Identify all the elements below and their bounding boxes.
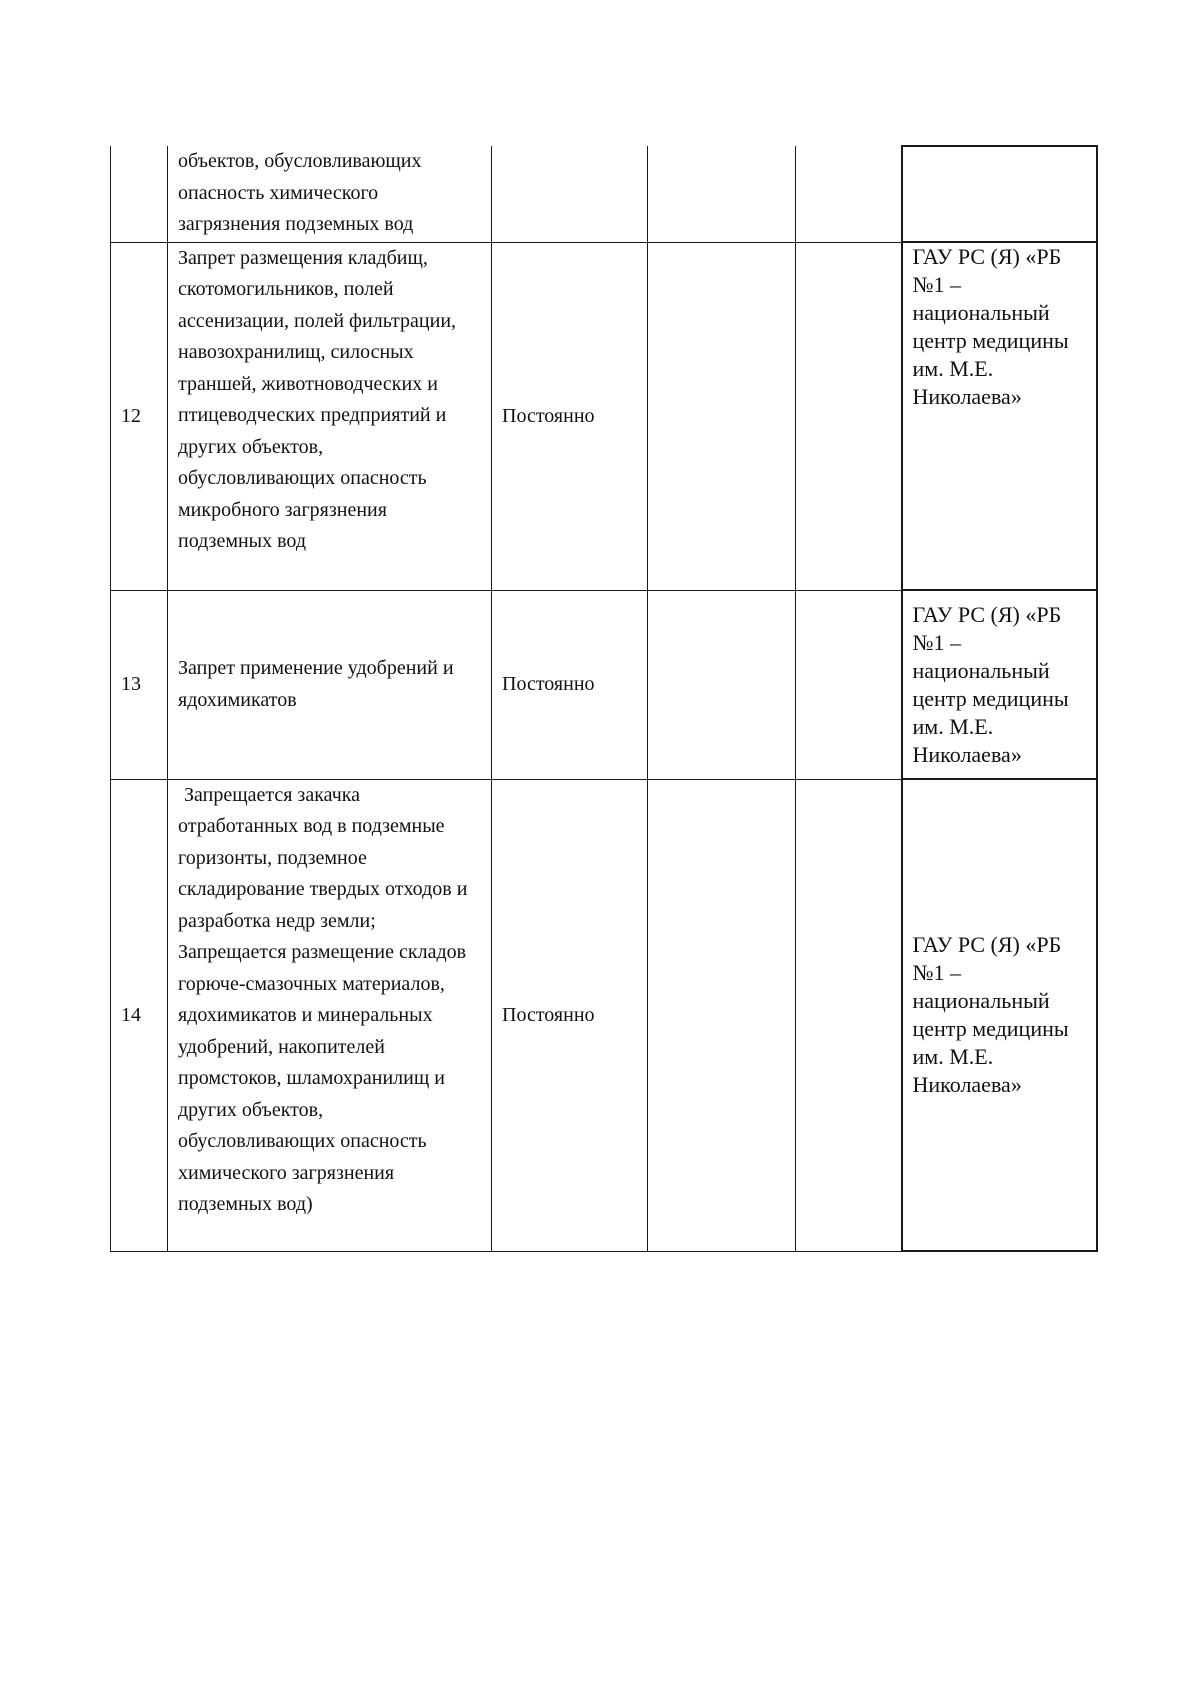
responsible-cell: ГАУ РС (Я) «РБ №1 – национальный центр медицины им. М.Е. Николаева» — [902, 779, 1097, 1251]
period-cell: Постоянно — [492, 779, 648, 1251]
row-number: 13 — [111, 590, 168, 779]
measure-text: Запрещается закачка отработанных вод в подземные горизонты, подземное складирование твердых отходов и разработка недр земли; Запрещается размещение складов горюче-смазочных материалов, ядохимикатов и минеральных удобрений, накопителей промстоков, шламохранилищ и других объектов, обусловливающих опасность химического загрязнения подземных вод) — [168, 779, 492, 1251]
row-number: 12 — [111, 242, 168, 590]
empty-cell — [796, 242, 902, 590]
measure-text: Запрет применение удобрений и ядохимикатов — [168, 590, 492, 779]
period-cell — [492, 146, 648, 242]
empty-cell — [796, 590, 902, 779]
period-cell: Постоянно — [492, 590, 648, 779]
measures-table — [110, 145, 1098, 1252]
empty-cell — [648, 146, 796, 242]
measure-text: Запрет размещения кладбищ, скотомогильников, полей ассенизации, полей фильтрации, навозохранилищ, силосных траншей, животноводческих и птицеводческих предприятий и других объектов, обусловливающих опасность микробного загрязнения подземных вод — [168, 242, 492, 590]
table-row — [111, 242, 1097, 590]
table-row — [111, 779, 1097, 1251]
responsible-cell: ГАУ РС (Я) «РБ №1 – национальный центр медицины им. М.Е. Николаева» — [902, 590, 1097, 779]
empty-cell — [648, 590, 796, 779]
empty-cell — [648, 779, 796, 1251]
row-number — [111, 146, 168, 242]
table-row — [111, 146, 1097, 242]
empty-cell — [796, 146, 902, 242]
table-row — [111, 590, 1097, 779]
responsible-cell: ГАУ РС (Я) «РБ №1 – национальный центр медицины им. М.Е. Николаева» — [902, 242, 1097, 590]
empty-cell — [648, 242, 796, 590]
measure-text: объектов, обусловливающих опасность химического загрязнения подземных вод — [168, 146, 492, 242]
row-number: 14 — [111, 779, 168, 1251]
period-cell: Постоянно — [492, 242, 648, 590]
responsible-cell — [902, 146, 1097, 242]
empty-cell — [796, 779, 902, 1251]
